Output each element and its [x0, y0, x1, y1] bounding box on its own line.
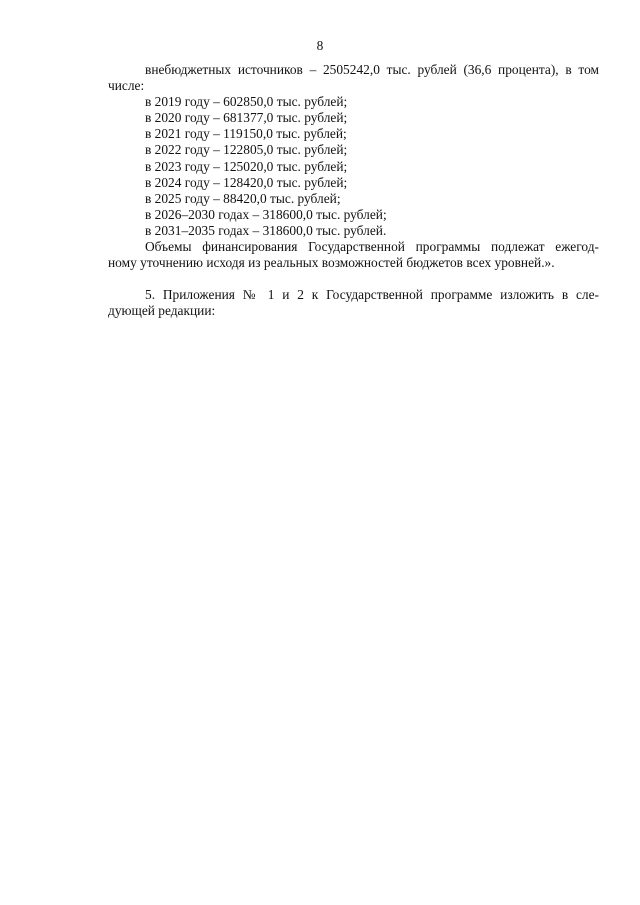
- year-item: в 2022 году – 122805,0 тыс. рублей;: [145, 142, 348, 158]
- year-item: в 2025 году – 88420,0 тыс. рублей;: [145, 190, 341, 206]
- intro-line-1: внебюджетных источников – 2505242,0 тыс. рублей (36,6 процента), в том: [145, 62, 599, 77]
- paragraph-gap: [108, 271, 599, 287]
- year-item: в 2023 году – 125020,0 тыс. рублей;: [145, 158, 348, 174]
- funding-by-year-list: [108, 94, 599, 239]
- item-5-line-1: 5. Приложения № 1 и 2 к Государственной программе изложить в сле-: [145, 287, 599, 303]
- intro-line-2: числе:: [108, 78, 145, 94]
- year-item: в 2019 году – 602850,0 тыс. рублей;: [145, 94, 348, 110]
- year-item: в 2031–2035 годах – 318600,0 тыс. рублей.: [145, 222, 387, 238]
- funding-note-line-2: ному уточнению исходя из реальных возможностей бюджетов всех уровней.».: [108, 255, 555, 271]
- page-number: 8: [316, 38, 324, 53]
- year-item: в 2024 году – 128420,0 тыс. рублей;: [145, 174, 348, 190]
- funding-note-line-1: Объемы финансирования Государственной программы подлежат ежегод-: [145, 239, 599, 255]
- item-5-line-2: дующей редакции:: [108, 303, 216, 319]
- year-item: в 2020 году – 681377,0 тыс. рублей;: [145, 110, 348, 126]
- year-item: в 2026–2030 годах – 318600,0 тыс. рублей;: [145, 206, 387, 222]
- document-body: [108, 62, 599, 319]
- year-item: в 2021 году – 119150,0 тыс. рублей;: [145, 126, 347, 142]
